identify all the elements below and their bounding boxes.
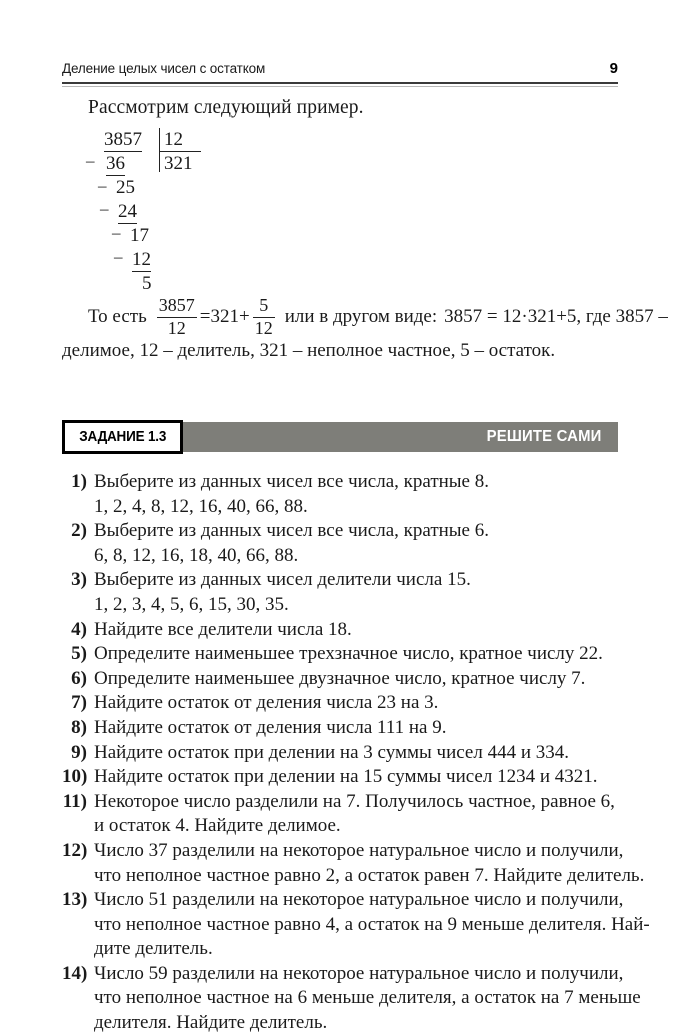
exercise-text-line: 1, 2, 3, 4, 5, 6, 15, 30, 35. bbox=[94, 593, 289, 615]
exercise-text-line: Число 59 разделили на некоторое натуральное число и получили, bbox=[94, 962, 624, 984]
formula-lead: То есть bbox=[88, 306, 147, 328]
exercise-number: 1) bbox=[71, 471, 87, 492]
exercise-text-line: что неполное частное равно 4, а остаток на 9 меньше делителя. Най- bbox=[94, 913, 650, 935]
exercise-text bbox=[94, 716, 628, 741]
exercise-text bbox=[94, 642, 628, 667]
exercise-number: 6) bbox=[71, 667, 87, 689]
exercise-text bbox=[94, 691, 628, 716]
exercise-text-line: Выберите из данных чисел делители числа 15. bbox=[94, 569, 471, 591]
exercise-text bbox=[94, 790, 628, 839]
exercise-text-line: Найдите остаток от деления числа 111 на 9. bbox=[94, 716, 447, 738]
exercise-text-line: Найдите остаток при делении на 3 суммы чисел 444 и 334. bbox=[94, 741, 569, 763]
exercise-item bbox=[62, 618, 628, 643]
header-rule-thin bbox=[62, 86, 618, 87]
exercise-text-line: Число 51 разделили на некоторое натуральное число и получили, bbox=[94, 889, 624, 911]
task-banner-right-label: РЕШИТЕ САМИ bbox=[487, 428, 602, 445]
exercise-text-line: и остаток 4. Найдите делимое. bbox=[94, 815, 341, 837]
exercise-item bbox=[62, 470, 628, 519]
exercise-item bbox=[62, 790, 628, 839]
intro-paragraph: Рассмотрим следующий пример. bbox=[88, 97, 364, 118]
running-head bbox=[62, 60, 618, 77]
exercise-item bbox=[62, 519, 628, 568]
exercise-number: 13) bbox=[62, 889, 88, 911]
exercise-text-line: что неполное частное равно 2, а остаток равен 7. Найдите делитель. bbox=[94, 864, 645, 886]
division-minus-5: – bbox=[114, 247, 123, 266]
exercise-text-line: что неполное частное на 6 меньше делителя, а остаток на 7 меньше bbox=[94, 987, 641, 1009]
fraction-remainder-over-divisor bbox=[253, 296, 275, 338]
exercise-number: 9) bbox=[71, 741, 87, 763]
exercise-text bbox=[94, 618, 628, 643]
exercise-list bbox=[62, 470, 650, 1036]
header-rule bbox=[62, 82, 618, 87]
header-rule-thick bbox=[62, 82, 618, 84]
exercise-number: 2) bbox=[71, 520, 87, 542]
exercise-number: 11) bbox=[62, 790, 87, 812]
page-number: 9 bbox=[609, 60, 618, 77]
division-divisor: 12 bbox=[164, 129, 183, 150]
division-minus-1: – bbox=[86, 151, 95, 170]
exercise-text-line: Определите наименьшее трехзначное число, кратное числу 22. bbox=[94, 643, 603, 665]
exercise-number: 7) bbox=[71, 692, 87, 714]
exercise-item bbox=[62, 765, 628, 790]
formula-equals: = bbox=[199, 306, 211, 328]
exercise-text-line: делителя. Найдите делитель. bbox=[94, 1012, 328, 1034]
division-remainder: 5 bbox=[142, 273, 152, 294]
division-dividend: 3857 bbox=[104, 129, 142, 150]
division-minus-4: – bbox=[112, 223, 121, 242]
exercise-text-line: Найдите все делители числа 18. bbox=[94, 618, 352, 640]
exercise-item bbox=[62, 888, 650, 962]
exercise-text bbox=[94, 667, 628, 692]
division-step-4: 17 bbox=[130, 225, 149, 246]
exercise-text-line: Определите наименьшее двузначное число, кратное числу 7. bbox=[94, 667, 586, 689]
exercise-text bbox=[94, 741, 628, 766]
exercise-text-line: 1, 2, 4, 8, 12, 16, 40, 66, 88. bbox=[94, 495, 308, 517]
exercise-number: 8) bbox=[71, 716, 87, 738]
formula-middle-text: или в другом виде: bbox=[284, 306, 438, 328]
exercise-number: 12) bbox=[62, 839, 88, 861]
exercise-text bbox=[94, 888, 650, 962]
division-minus-3: – bbox=[100, 199, 109, 218]
exercise-text-line: Некоторое число разделили на 7. Получилось частное, равное 6, bbox=[94, 790, 615, 812]
exercise-text bbox=[94, 470, 628, 519]
exercise-number: 5) bbox=[71, 643, 87, 665]
task-number-box bbox=[62, 420, 183, 454]
formula-identity: 3857 = 12·321+5, где 3857 – bbox=[444, 306, 668, 328]
fraction2-numerator: 5 bbox=[259, 295, 269, 315]
formula-line bbox=[88, 296, 668, 338]
exercise-item bbox=[62, 642, 628, 667]
task-number-label: ЗАДАНИЕ 1.3 bbox=[79, 429, 166, 445]
exercise-text bbox=[94, 962, 641, 1036]
exercise-item bbox=[62, 962, 641, 1036]
exercise-text-line: Выберите из данных чисел все числа, кратные 8. bbox=[94, 471, 489, 492]
exercise-number: 3) bbox=[71, 569, 87, 591]
fraction-numerator: 3857 bbox=[158, 295, 195, 315]
exercise-item bbox=[62, 716, 628, 741]
exercise-text-line: 6, 8, 12, 16, 18, 40, 66, 88. bbox=[94, 544, 299, 566]
exercise-text-line: Найдите остаток от деления числа 23 на 3. bbox=[94, 692, 439, 714]
exercise-text-line: дите делитель. bbox=[94, 938, 213, 960]
fraction-denominator: 12 bbox=[167, 318, 186, 339]
exercise-item bbox=[62, 667, 628, 692]
exercise-number: 10) bbox=[62, 766, 88, 788]
formula-plus: + bbox=[238, 306, 250, 328]
division-step-3: 24 bbox=[118, 201, 137, 222]
exercise-text bbox=[94, 839, 644, 888]
exercise-item bbox=[62, 568, 628, 617]
division-minus-2: – bbox=[98, 176, 107, 195]
division-step-5: 12 bbox=[132, 249, 151, 270]
exercise-text bbox=[94, 519, 628, 568]
division-quotient: 321 bbox=[164, 153, 193, 174]
exercise-number: 4) bbox=[71, 618, 87, 640]
exercise-text-line: Число 37 разделили на некоторое натуральное число и получили, bbox=[94, 839, 624, 861]
formula-explanation-line: делимое, 12 – делитель, 321 – неполное частное, 5 – остаток. bbox=[62, 340, 556, 361]
exercise-item bbox=[62, 691, 628, 716]
fraction2-denominator: 12 bbox=[254, 318, 273, 339]
division-step-1: 36 bbox=[106, 153, 125, 174]
exercise-text bbox=[94, 568, 628, 617]
division-vertical-bar bbox=[159, 128, 160, 172]
exercise-item bbox=[62, 839, 645, 888]
division-step-2: 25 bbox=[116, 177, 135, 198]
exercise-item bbox=[62, 741, 628, 766]
exercise-text-line: Выберите из данных чисел все числа, кратные 6. bbox=[94, 520, 489, 542]
exercise-number: 14) bbox=[62, 962, 88, 984]
fraction-dividend-over-divisor bbox=[157, 296, 197, 338]
exercise-text bbox=[94, 765, 628, 790]
exercise-text-line: Найдите остаток при делении на 15 суммы чисел 1234 и 4321. bbox=[94, 766, 598, 788]
running-head-title: Деление целых чисел с остатком bbox=[62, 61, 266, 76]
formula-quotient: 321 bbox=[210, 306, 239, 328]
